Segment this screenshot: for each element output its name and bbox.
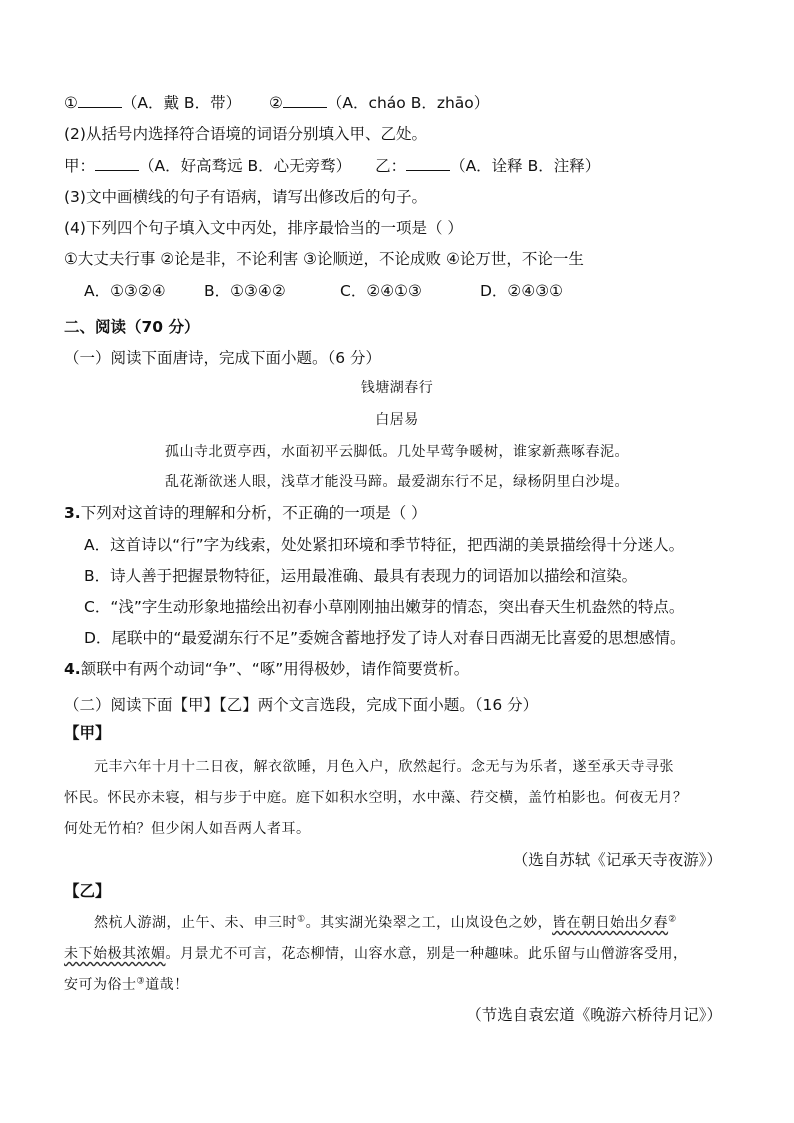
jia-options: （A．好高骛远 B．心无旁骛） bbox=[139, 157, 352, 175]
q4-stem-text: 颔联中有两个动词“争”、“啄”用得极妙，请作简要赏析。 bbox=[80, 660, 470, 678]
q4-option-d: D．②④③① bbox=[480, 282, 564, 300]
yi-options: （A．诠释 B．注释） bbox=[450, 157, 601, 175]
q1-line bbox=[64, 93, 489, 113]
jia-line-3: 何处无竹柏？但少闲人如吾两人者耳。 bbox=[64, 821, 311, 837]
poem-line-2: 乱花渐欲迷人眼，浅草才能没马蹄。最爱湖东行不足，绿杨阴里白沙堤。 bbox=[165, 474, 629, 490]
item2-number: ② bbox=[268, 94, 283, 112]
jia-line-2: 怀民。怀民亦未寝，相与步于中庭。庭下如积水空明，水中藻、荇交横，盖竹柏影也。何夜无月？ bbox=[64, 790, 688, 806]
yi-line-3-text-b: 道哉！ bbox=[145, 977, 189, 993]
jia-label: 甲： bbox=[64, 157, 96, 175]
yi-line-3-text-a: 安可为俗士 bbox=[64, 977, 137, 993]
sec2-heading: （二）阅读下面【甲】【乙】两个文言选段，完成下面小题。（16 分） bbox=[64, 696, 539, 714]
jia-line-1: 元丰六年十月十二日夜，解衣欲睡，月色入户，欣然起行。念无与为乐者，遂至承天寺寻张 bbox=[94, 759, 674, 775]
yi-source: （节选自袁宏道《晚游六桥待月记》） bbox=[466, 1006, 722, 1024]
footnote-marker-2: ② bbox=[668, 914, 677, 925]
q3-option-d: D．尾联中的“最爱湖东行不足”委婉含蓄地抒发了诗人对春日西湖无比喜爱的思想感情。 bbox=[84, 629, 686, 647]
footnote-marker-1: ① bbox=[297, 914, 306, 925]
q3-stem-text: 下列对这首诗的理解和分析，不正确的一项是（ ） bbox=[80, 504, 427, 522]
q3-option-c: C．“浅”字生动形象地描绘出初春小草刚刚抽出嫩芽的情态，突出春天生机盎然的特点。 bbox=[84, 598, 685, 616]
yi-section-label: 【乙】 bbox=[64, 882, 111, 900]
q3-option-a: A．这首诗以“行”字为线索，处处紧扣环境和季节特征，把西湖的美景描绘得十分迷人。 bbox=[84, 536, 685, 554]
underlined-sentence-part-1: 皆在朝日始出夕舂 bbox=[552, 915, 669, 931]
poem-author: 白居易 bbox=[375, 412, 419, 428]
q4-text: (4)下列四个句子填入文中丙处，排序最恰当的一项是（ ） bbox=[64, 219, 463, 237]
yi-line-1-text-b: 。其实湖光染翠之工，山岚设色之妙， bbox=[305, 915, 553, 931]
q4-option-a: A．①③②④ bbox=[84, 282, 166, 300]
underlined-sentence-part-2: 未下始极其浓媚 bbox=[64, 946, 166, 962]
footnote-marker-3: ③ bbox=[136, 976, 146, 987]
q2-line bbox=[64, 156, 600, 176]
q3-number: 3. bbox=[64, 504, 81, 522]
item1-number: ① bbox=[64, 94, 78, 112]
yi-line-1-text-a: 然杭人游湖，止午、未、申三时 bbox=[94, 915, 297, 931]
q4-stem bbox=[64, 659, 469, 679]
yi-label: 乙： bbox=[375, 157, 407, 175]
q4-option-c: C．②④①③ bbox=[340, 282, 422, 300]
sec1-heading: （一）阅读下面唐诗，完成下面小题。（6 分） bbox=[64, 349, 382, 367]
q4-number: 4. bbox=[64, 660, 81, 678]
yi-line-2 bbox=[64, 944, 688, 964]
poem-line-1: 孤山寺北贾亭西，水面初平云脚低。几处早莺争暖树，谁家新燕啄春泥。 bbox=[165, 444, 629, 460]
q3-option-b: B．诗人善于把握景物特征，运用最准确、最具有表现力的词语加以描绘和渲染。 bbox=[84, 567, 638, 585]
yi-blank[interactable] bbox=[406, 156, 450, 171]
q4-sentences: ①大丈夫行事 ②论是非，不论利害 ③论顺逆，不论成败 ④论万世，不论一生 bbox=[64, 250, 584, 268]
jia-blank[interactable] bbox=[95, 156, 139, 171]
item2-blank[interactable] bbox=[283, 93, 327, 108]
q3-stem bbox=[64, 503, 427, 523]
item2-options: （A．cháo B．zhāo） bbox=[326, 94, 490, 112]
yi-line-1 bbox=[94, 913, 677, 933]
item1-blank[interactable] bbox=[78, 93, 122, 108]
jia-section-label: 【甲】 bbox=[64, 724, 111, 742]
yi-line-2-rest: 。月景尤不可言，花态柳情，山容水意，别是一种趣味。此乐留与山僧游客受用， bbox=[165, 946, 688, 962]
poem-title: 钱塘湖春行 bbox=[360, 380, 434, 396]
q4-option-b: B．①③④② bbox=[204, 282, 286, 300]
item1-options: （A．戴 B．带） bbox=[121, 94, 242, 112]
yi-line-3 bbox=[64, 975, 189, 995]
q2-text: (2)从括号内选择符合语境的词语分别填入甲、乙处。 bbox=[64, 125, 427, 143]
jia-source: （选自苏轼《记承天寺夜游》） bbox=[512, 851, 722, 869]
section-heading-reading: 二、阅读（70 分） bbox=[64, 318, 200, 336]
q3-text: (3)文中画横线的句子有语病，请写出修改后的句子。 bbox=[64, 188, 427, 206]
